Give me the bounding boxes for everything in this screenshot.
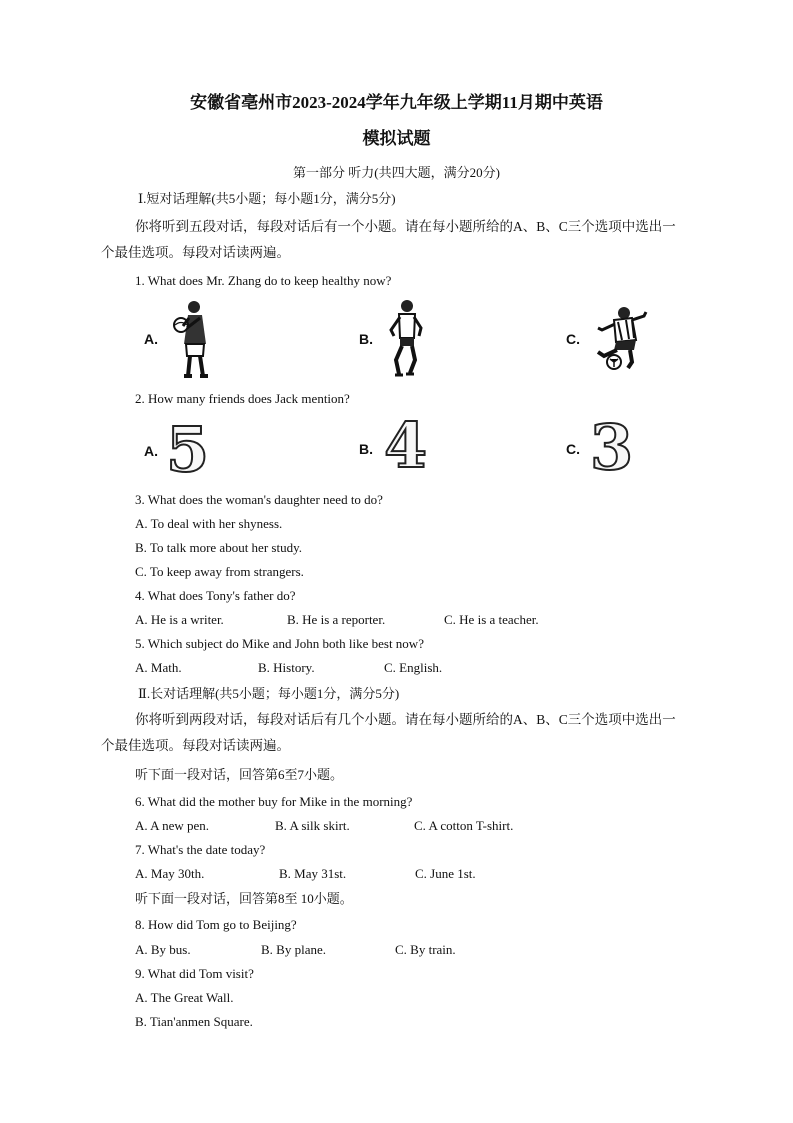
runner-icon [384, 298, 428, 380]
part1-heading: 第一部分 听力(共四大题，满分20分) [293, 165, 500, 180]
q8-option-b: B. By plane. [261, 942, 326, 957]
q4-option-c: C. He is a teacher. [444, 612, 539, 627]
q4-option-a: A. He is a writer. [135, 612, 224, 627]
section2-heading: Ⅱ.长对话理解(共5小题；每小题1分，满分5分) [138, 686, 400, 701]
q5-option-b: B. History. [258, 660, 315, 675]
q6-option-a: A. A new pen. [135, 818, 210, 833]
q7-option-b: B. May 31st. [279, 866, 347, 881]
q3-stem: 3. What does the woman's daughter need to do? [135, 492, 383, 507]
numeral-three-icon: 3 [590, 411, 634, 484]
q4-option-b: B. He is a reporter. [287, 612, 386, 627]
q2-option-c-letter: C. [566, 441, 580, 457]
q1-stem: 1. What does Mr. Zhang do to keep healthy now? [135, 273, 392, 288]
q8-stem: 8. How did Tom go to Beijing? [135, 917, 297, 932]
q5-option-c: C. English. [384, 660, 443, 675]
q3-option-a: A. To deal with her shyness. [135, 516, 283, 531]
q9-option-b: B. Tian'anmen Square. [135, 1014, 253, 1029]
q2-option-b-letter: B. [359, 441, 373, 457]
basketball-player-icon [170, 298, 218, 380]
q1-option-a-letter: A. [144, 331, 158, 347]
numeral-four-icon: 4 [384, 409, 428, 482]
q2-option-a-letter: A. [144, 443, 158, 459]
q9-option-a: A. The Great Wall. [135, 990, 234, 1005]
q6-option-c: C. A cotton T-shirt. [414, 818, 514, 833]
section2-group1-note: 听下面一段对话，回答第6至7小题。 [135, 767, 344, 782]
q6-option-b: B. A silk skirt. [275, 818, 350, 833]
q3-option-b: B. To talk more about her study. [135, 540, 302, 555]
section2-instructions: 你将听到两段对话，每段对话后有几个小题。请在每小题所给的A、B、C三个选项中选出一个最佳选项。每段对话读两遍。 [101, 712, 676, 753]
soccer-player-icon [592, 304, 648, 372]
q5-stem: 5. Which subject do Mike and John both like best now? [135, 636, 424, 651]
section2-group2-note: 听下面一段对话，回答第8至 10小题。 [135, 891, 353, 906]
q1-option-c-letter: C. [566, 331, 580, 347]
exam-title-line2: 模拟试题 [362, 129, 431, 148]
q8-option-c: C. By train. [395, 942, 456, 957]
q5-option-a: A. Math. [135, 660, 182, 675]
q7-stem: 7. What's the date today? [135, 842, 266, 857]
q7-option-a: A. May 30th. [135, 866, 205, 881]
q8-option-a: A. By bus. [135, 942, 191, 957]
section1-heading: Ⅰ.短对话理解(共5小题；每小题1分，满分5分) [138, 191, 396, 206]
numeral-five-icon: 5 [166, 413, 210, 486]
q6-stem: 6. What did the mother buy for Mike in the morning? [135, 794, 413, 809]
section1-instructions: 你将听到五段对话，每段对话后有一个小题。请在每小题所给的A、B、C三个选项中选出一个最佳选项。每段对话读两遍。 [101, 219, 676, 260]
q1-option-b-letter: B. [359, 331, 373, 347]
q3-option-c: C. To keep away from strangers. [135, 564, 304, 579]
q2-stem: 2. How many friends does Jack mention? [135, 391, 350, 406]
exam-title-line1: 安徽省亳州市2023-2024学年九年级上学期11月期中英语 [190, 93, 603, 112]
q7-option-c: C. June 1st. [415, 866, 476, 881]
q4-stem: 4. What does Tony's father do? [135, 588, 296, 603]
q9-stem: 9. What did Tom visit? [135, 966, 254, 981]
